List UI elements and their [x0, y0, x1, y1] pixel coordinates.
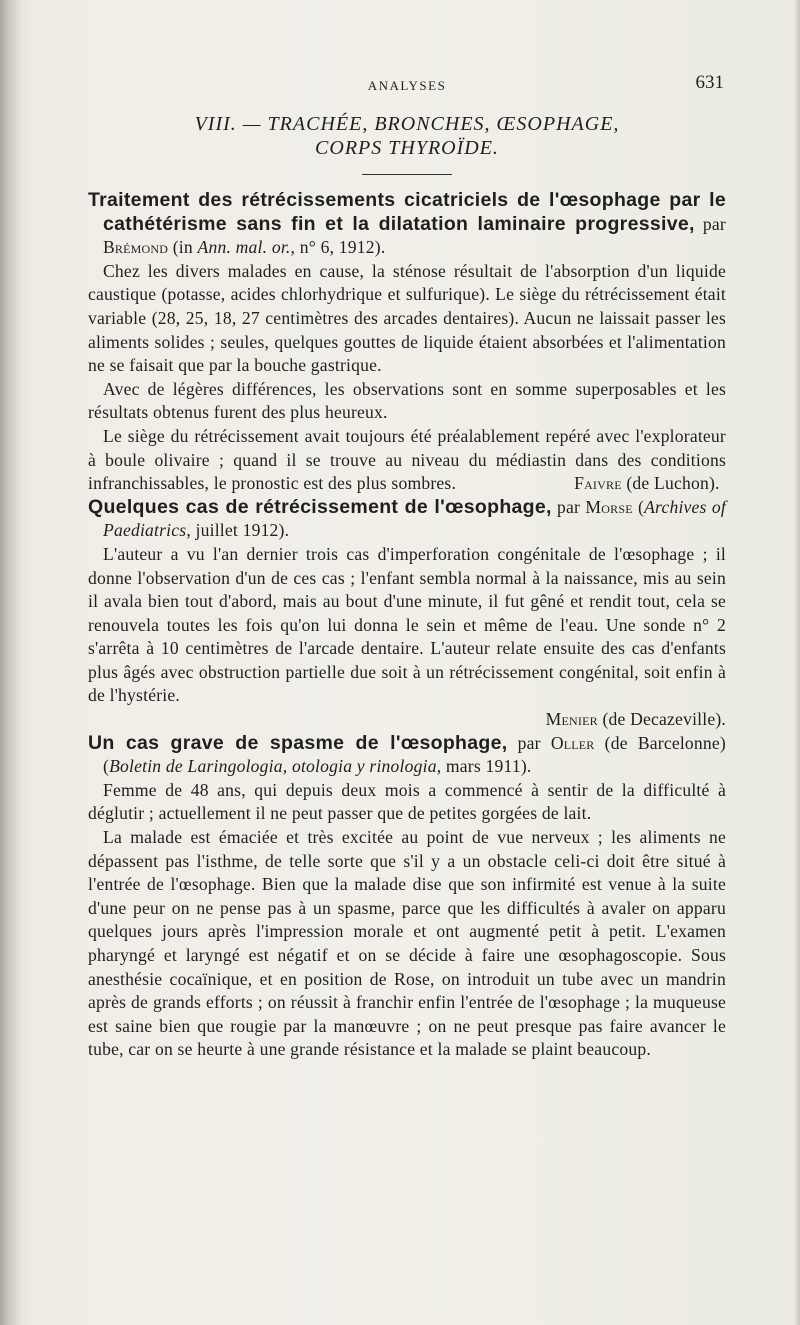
- article-by: par: [557, 496, 581, 517]
- article-heading: [88, 732, 726, 779]
- article-author: Oller: [550, 732, 595, 753]
- running-title: ANALYSES: [367, 78, 447, 93]
- article-oller: [88, 732, 726, 1062]
- article-bremond: [88, 189, 726, 496]
- running-head: [88, 68, 726, 110]
- signature-place: (de Decazeville).: [602, 709, 726, 730]
- article-by: par: [702, 213, 726, 234]
- article-morse: [88, 496, 726, 732]
- signature-name: Menier: [545, 709, 598, 730]
- page-number: 631: [695, 72, 724, 93]
- article-journal: Ann. mal. or.: [197, 237, 291, 258]
- article-author: Brémond: [103, 237, 169, 258]
- section-heading-line-1: VIII. — TRACHÉE, BRONCHES, ŒSOPHAGE,: [194, 113, 620, 135]
- article-paragraph: L'auteur a vu l'an dernier trois cas d'imperforation congénitale de l'œsophage ; il donne l'observation d'un de ces cas ; l'enfant sembla normal à la naissance, mis au sein il avala bien tout d'abord, mais au bout d'une minute, il fut gêné et rendit tout, cela se renouvela toutes les fois qu'on lui donna le sein et même de l'eau. Une sonde n° 2 s'arrêta à 10 centimètres de l'arcade dentaire. L'auteur relate ensuite des cas d'enfants plus âgés avec obstruction partielle due soit à un rétrécissement congénital, soit enfin à de l'hystérie.: [88, 543, 726, 706]
- article-title: Quelques cas de rétrécissement de l'œsophage,: [88, 495, 552, 518]
- article-ref-rest: , juillet 1912).: [186, 520, 290, 541]
- article-paragraph: Avec de légères différences, les observations sont en somme superposables et les résultats obtenus furent des plus heureux.: [88, 378, 726, 423]
- article-paragraph: Chez les divers malades en cause, la sténose résultait de l'absorption d'un liquide caustique (potasse, acides chlorhydrique et sulfurique). Le siège du rétrécissement était variable (28, 25, 18, 27 centimètres des arcades dentaires). Aucun ne laissait passer les aliments solides ; seules, quelques gouttes de liquide étaient absorbées et l'alimentation ne se faisait que par la bouche gastrique.: [88, 260, 726, 376]
- page-content: [88, 68, 726, 1062]
- page-binding-shadow: [0, 0, 22, 1325]
- article-ref-open: (in: [172, 237, 193, 258]
- signature-name: Faivre: [574, 473, 622, 494]
- article-journal: Archives of Paediatrics: [103, 496, 726, 541]
- article-signature: [574, 473, 720, 493]
- article-ref-rest: , n° 6, 1912).: [290, 237, 386, 258]
- article-author: Morse: [585, 496, 633, 517]
- article-title: Traitement des rétrécissements cicatriciels de l'œsophage par le cathétérisme sans fin et la dilatation laminaire progressive,: [88, 189, 726, 235]
- article-heading: [88, 496, 726, 543]
- section-rule: [362, 174, 452, 175]
- article-paragraph: [88, 425, 726, 496]
- article-ref-open: (de Barcelonne) (: [103, 732, 726, 777]
- article-journal: Boletin de Laringologia, otologia y rinologia: [109, 756, 437, 777]
- article-paragraph: Femme de 48 ans, qui depuis deux mois a commencé à sentir de la difficulté à déglutir ; actuellement il ne peut passer que de petites gorgées de lait.: [88, 779, 726, 824]
- article-paragraph-text: Le siège du rétrécissement avait toujours été préalablement repéré avec l'explorateur à boule olivaire ; quand il se trouve au niveau du médiastin dans des conditions infranchissables, le pronostic est des plus sombres.: [88, 425, 726, 494]
- article-by: par: [517, 732, 541, 753]
- article-ref-open: (: [638, 496, 645, 517]
- section-heading: [88, 112, 726, 160]
- page-edge-shadow: [794, 0, 800, 1325]
- article-ref-rest: , mars 1911).: [436, 756, 532, 777]
- signature-place: (de Luchon).: [626, 473, 720, 494]
- article-signature: [88, 708, 726, 732]
- section-heading-line-2: CORPS THYROÏDE.: [315, 137, 499, 159]
- article-title: Un cas grave de spasme de l'œsophage,: [88, 731, 508, 754]
- article-heading: [88, 189, 726, 260]
- article-paragraph: La malade est émaciée et très excitée au point de vue nerveux ; les aliments ne dépassent pas l'isthme, de telle sorte que s'il y a un obstacle celi-ci doit être situé à l'entrée de l'œsophage. Bien que la malade dise que son infirmité est venue à la suite d'une peur on ne pense pas à un spasme, parce que les difficultés à avaler on apparu quelques jours après l'impression morale et ont augmenté petit à petit. L'examen pharyngé et laryngé est négatif et on se décide à faire une œsophagoscopie. Sous anesthésie cocaïnique, et en position de Rose, on introduit un tube avec un mandrin après de grands efforts ; on réussit à franchir enfin l'entrée de l'œsophage ; la muqueuse est saine bien que rougie par la manœuvre ; on ne peut presque pas faire avancer le tube, car on se heurte à une grande résistance et la malade se plaint beaucoup.: [88, 827, 726, 1060]
